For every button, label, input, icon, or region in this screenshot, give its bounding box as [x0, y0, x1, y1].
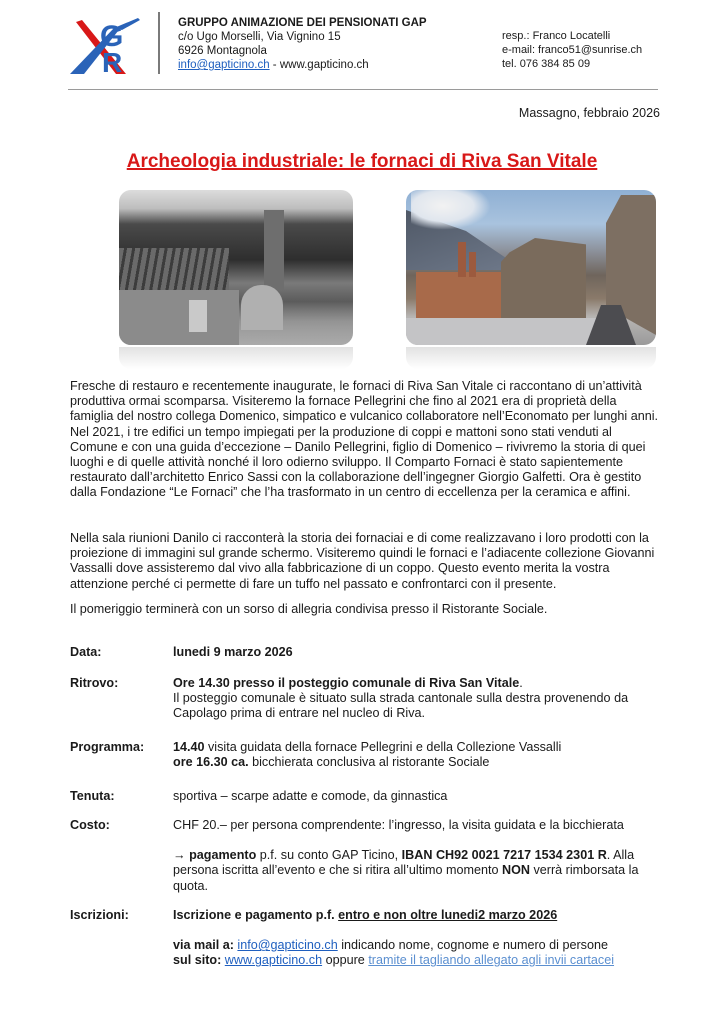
detail-label: Data: [70, 645, 102, 659]
org-email-link[interactable]: info@gapticino.ch [178, 59, 270, 71]
photo-reflection [406, 347, 656, 369]
closing-paragraph: Il pomeriggio terminerà con un sorso di allegria condivisa presso il Ristorante Sociale. [70, 602, 548, 616]
header-separator [158, 12, 160, 74]
separator: - [269, 59, 280, 71]
registration-email-link[interactable]: info@gapticino.ch [237, 938, 338, 953]
meeting-note: Il posteggio comunale è situato sulla strada cantonale sulla destra provenendo da Capolago prima di entrare nel nucleo di Riva. [173, 691, 629, 721]
responsible-name: resp.: Franco Locatelli [502, 30, 611, 42]
website-link[interactable]: www.gapticino.ch [224, 953, 323, 968]
detail-label: Iscrizioni: [70, 908, 129, 922]
paper-form-link[interactable]: tramite il tagliando allegato agli invii cartacei [368, 953, 615, 968]
detail-label: Programma: [70, 740, 145, 754]
registration-deadline: entro e non oltre lunedi2 marzo 2026 [338, 908, 558, 922]
meeting-point: Ore 14.30 presso il posteggio comunale di Riva San Vitale [173, 676, 520, 690]
photo-reflection [119, 347, 353, 369]
dress-code: sportiva – scarpe adatte e comode, da ginnastica [173, 789, 448, 803]
registration-mail: via mail a: info@gapticino.ch indicando nome, cognome e numero di persone [173, 938, 608, 953]
contact-line [178, 58, 427, 72]
address-line-1: c/o Ugo Morselli, Via Vignino 15 [178, 31, 341, 43]
org-website: www.gapticino.ch [279, 59, 369, 71]
title-text: Archeologia industriale: le fornaci di Riva San Vitale [126, 151, 598, 172]
responsible-phone: tel. 076 384 85 09 [502, 58, 591, 70]
restored-furnace-photo [406, 190, 656, 345]
detail-label: Tenuta: [70, 789, 115, 803]
responsible-block [502, 29, 642, 71]
org-name: GRUPPO ANIMAZIONE DEI PENSIONATI GAP [178, 17, 427, 29]
event-date: lunedi 9 marzo 2026 [173, 645, 293, 659]
organization-block [178, 16, 427, 72]
payment-info: → pagamento p.f. su conto GAP Ticino, IBAN CH92 0021 7217 1534 2301 R. Alla persona iscritta all’evento e che si ritira all’ultimo momento NON verrà rimborsata la quota. [173, 848, 639, 893]
svg-text:R: R [102, 47, 123, 76]
historic-furnace-photo [119, 190, 353, 345]
header-divider [68, 89, 658, 90]
iban: IBAN CH92 0021 7217 1534 2301 R [401, 848, 607, 863]
address-line-2: 6926 Montagnola [178, 45, 267, 57]
intro-paragraph: Fresche di restauro e recentemente inaugurate, le fornaci di Riva San Vitale ci raccontano di un’attività produttiva ormai scomparsa. Visiteremo la fornace Pellegrini che fino al 2021 era di proprietà della famiglia del nostro collega Domenico, simpatico e vulcanico collaboratore nell’Economato per lunghi anni. Nel 2021, i tre edifici un tempo impiegati per la produzione di coppi e mattoni sono stati venduti al Comune e con una guida d’eccezione – Danilo Pellegrini, figlio di Domenico – rivivremo la storia di quei luoghi e di quelle attività nonché il loro odierno sviluppo. Il Comparto Fornaci è stato sapientemente restaurato dall’architetto Enrico Sassi con la collaborazione dell’ingegner Giorgio Galfetti. Ora è gestito dalla Fondazione “Le Fornaci” che l’ha trasformato in un centro di eccellenza per la ceramica e affini. [70, 379, 659, 500]
responsible-email: e-mail: franco51@sunrise.ch [502, 44, 643, 56]
cost-value: CHF 20.– per persona comprendente: l’ingresso, la visita guidata e la bicchierata [173, 818, 624, 832]
registration-site: sul sito: www.gapticino.ch oppure tramite il tagliando allegato agli invii cartacei [173, 953, 615, 968]
detail-label: Costo: [70, 818, 110, 832]
arrow-right-icon: → [173, 848, 190, 863]
document-title [0, 151, 724, 173]
detail-label: Ritrovo: [70, 676, 119, 690]
gap-logo-icon [68, 12, 148, 76]
svg-text:G: G [100, 20, 124, 53]
program-paragraph: Nella sala riunioni Danilo ci racconterà la storia dei fornaciai e di come realizzavano i loro prodotti con la proiezione di immagini sul grande schermo. Visiteremo quindi le fornaci e l’adiacente collezione Giovanni Vassalli dove assisteremo dal vivo alla fabbricazione di un coppo. Questo evento merita la vostra attenzione perché ci permette di fare un tuffo nel passato e confrontarci con il presente. [70, 531, 655, 591]
place-date: Massagno, febbraio 2026 [518, 106, 660, 120]
